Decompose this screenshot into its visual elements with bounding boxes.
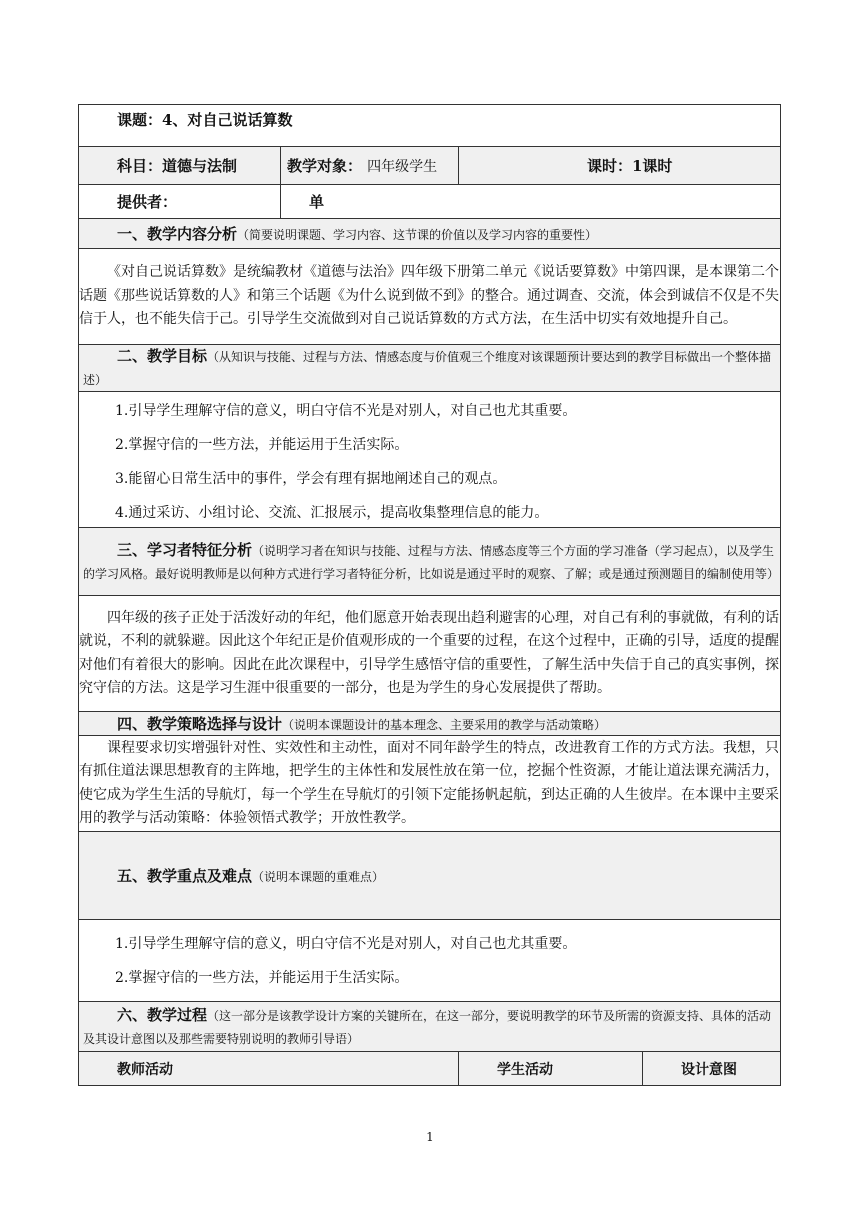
section-5-note: （说明本课题的重难点）: [252, 870, 385, 884]
section-6-heading: [79, 1002, 781, 1052]
key-point-2: 2.掌握守信的一些方法，并能运用于生活实际。: [115, 969, 409, 986]
column-design-intent: 设计意图: [643, 1052, 781, 1086]
section-4-title: 四、教学策略选择与设计: [117, 715, 283, 733]
section-3-title: 三、学习者特征分析: [117, 540, 253, 559]
column-teacher-activity: 教师活动: [79, 1052, 459, 1086]
section-3-heading: [79, 528, 781, 596]
section-5-heading: [79, 832, 781, 920]
objective-2: 2.掌握守信的一些方法，并能运用于生活实际。: [115, 436, 409, 453]
section-1-title: 一、教学内容分析: [117, 225, 238, 243]
section-5-points: [79, 920, 781, 1002]
column-student-activity: 学生活动: [459, 1052, 643, 1086]
page-number: 1: [426, 1130, 434, 1144]
section-2-title: 二、教学目标: [117, 347, 208, 365]
provider-label: 提供者：: [79, 185, 281, 219]
subject-cell: 科目：道德与法制: [79, 147, 281, 185]
section-2-note: （从知识与技能、过程与方法、情感态度与价值观三个维度对该课题预计要达到的教学目标做出一个整体描述）: [83, 350, 772, 387]
provider-value: 单: [281, 185, 781, 219]
key-point-1: 1.引导学生理解守信的意义，明白守信不光是对别人，对自己也尤其重要。: [115, 935, 577, 952]
objective-1: 1.引导学生理解守信的意义，明白守信不光是对别人，对自己也尤其重要。: [115, 402, 577, 419]
audience-label: 教学对象：: [287, 157, 363, 175]
section-4-body: 课程要求切实增强针对性、实效性和主动性，面对不同年龄学生的特点，改进教育工作的方式方法。我想，只有抓住道法课思想教育的主阵地，把学生的主体性和发展性放在第一位，挖掘个性资源，才能让道法课充满活力，使它成为学生生活的导航灯，每一个学生在导航灯的引领下定能扬帆起航，到达正确的人生彼岸。在本课中主要采用的教学与活动策略：体验领悟式教学；开放性教学。: [79, 736, 781, 832]
lesson-title: 课题：4、对自己说话算数: [79, 105, 781, 147]
section-2-objectives: [79, 392, 781, 528]
section-4-note: （说明本课题设计的基本理念、主要采用的教学与活动策略）: [282, 718, 607, 732]
section-3-note: （说明学习者在知识与技能、过程与方法、情感态度等三个方面的学习准备（学习起点），以及学生的学习风格。最好说明教师是以何种方式进行学习者特征分析，比如说是通过平时的观察、了解；或是通过预测题目的编制使用等）: [83, 543, 780, 581]
section-1-heading: [79, 219, 781, 249]
section-1-note: （简要说明课题、学习内容、这节课的价值以及学习内容的重要性）: [237, 228, 598, 242]
lesson-plan-table: [78, 104, 781, 1086]
section-6-title: 六、教学过程: [117, 1005, 208, 1024]
audience-cell: [281, 147, 459, 185]
audience-value: 四年级学生: [367, 159, 438, 175]
section-5-title: 五、教学重点及难点: [117, 867, 253, 885]
hours-cell: 课时：1课时: [459, 147, 781, 185]
objective-4: 4.通过采访、小组讨论、交流、汇报展示，提高收集整理信息的能力。: [115, 504, 549, 521]
section-4-heading: [79, 712, 781, 736]
section-3-body: 四年级的孩子正处于活泼好动的年纪，他们愿意开始表现出趋利避害的心理，对自己有利的事就做，有利的话就说，不利的就躲避。因此这个年纪正是价值观形成的一个重要的过程，在这个过程中，正确的引导，适度的提醒对他们有着很大的影响。因此在此次课程中，引导学生感悟守信的重要性，了解生活中失信于自己的真实事例，探究守信的方法。这是学习生涯中很重要的一部分，也是为学生的身心发展提供了帮助。: [79, 596, 781, 712]
objective-3: 3.能留心日常生活中的事件，学会有理有据地阐述自己的观点。: [115, 470, 507, 487]
section-1-body: 《对自己说话算数》是统编教材《道德与法治》四年级下册第二单元《说话要算数》中第四课，是本课第二个话题《那些说话算数的人》和第三个话题《为什么说到做不到》的整合。通过调查、交流，体会到诚信不仅是不失信于人，也不能失信于己。引导学生交流做到对自己说话算数的方式方法，在生活中切实有效地提升自己。: [79, 249, 781, 345]
section-2-heading: [79, 345, 781, 392]
section-6-note: （这一部分是该教学设计方案的关键所在，在这一部分，要说明教学的环节及所需的资源支持、具体的活动及其设计意图以及那些需要特别说明的教师引导语）: [83, 1008, 772, 1046]
